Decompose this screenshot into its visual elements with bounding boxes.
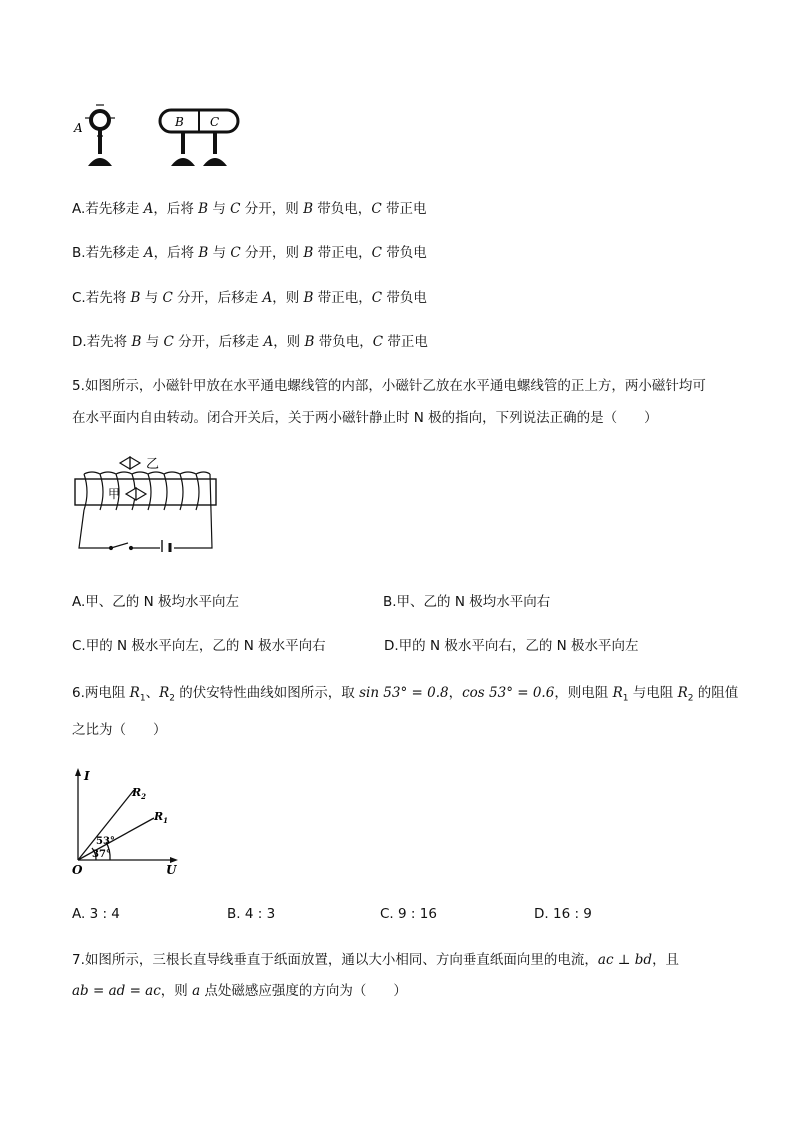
q5-solenoid-figure — [70, 452, 220, 552]
q4-figure — [70, 100, 250, 172]
q4-option-d: D.若先将 B 与 C 分开，后移走 A，则 B 带负电，C 带正电 — [72, 334, 428, 350]
label-a: A — [74, 121, 83, 135]
label-u: U — [166, 863, 177, 877]
label-o: O — [72, 863, 83, 877]
q6-option-b: B. 4 : 3 — [227, 906, 276, 922]
q5-option-d: D.甲的 N 极水平向右，乙的 N 极水平向左 — [384, 638, 639, 654]
i-axis-arrow-icon — [75, 768, 81, 776]
circuit-wire — [79, 474, 212, 548]
needle-yi — [120, 457, 140, 469]
charged-sphere-a — [85, 105, 115, 166]
battery-icon — [162, 540, 170, 552]
label-c: C — [210, 115, 220, 129]
conductor-bc — [160, 110, 238, 166]
q7-stem-line2: ab = ad = ac，则 a 点处磁感应强度的方向为（ ） — [72, 983, 407, 999]
switch-icon — [110, 543, 133, 550]
solenoid-tube — [75, 479, 216, 505]
q6-option-c: C. 9 : 16 — [380, 906, 437, 922]
line-r1 — [78, 818, 154, 860]
q5-stem-line1: 5.如图所示，小磁针甲放在水平通电螺线管的内部，小磁针乙放在水平通电螺线管的正上方，两小磁针均可 — [72, 378, 706, 394]
q6-option-d: D. 16 : 9 — [534, 906, 592, 922]
label-r2: $R_2$ — [132, 786, 147, 801]
q6-stem-line2: 之比为（ ） — [72, 722, 167, 738]
coil-windings — [84, 472, 210, 510]
q5-option-b: B.甲、乙的 N 极均水平向右 — [383, 594, 551, 610]
needle-jia — [126, 488, 146, 500]
q5-option-c: C.甲的 N 极水平向左，乙的 N 极水平向右 — [72, 638, 326, 654]
label-b: B — [175, 115, 184, 129]
label-r1: $R_1$ — [154, 810, 169, 825]
q6-option-a: A. 3 : 4 — [72, 906, 120, 922]
q4-option-a: A.若先移走 A，后将 B 与 C 分开，则 B 带负电，C 带正电 — [72, 201, 427, 217]
label-jia: 甲 — [108, 487, 121, 501]
q5-stem-line2: 在水平面内自由转动。闭合开关后，关于两小磁针静止时 N 极的指向，下列说法正确的是（ ） — [72, 410, 658, 426]
label-angle-37: 37° — [92, 849, 111, 860]
q5-option-a: A.甲、乙的 N 极均水平向左 — [72, 594, 239, 610]
q4-option-b: B.若先移走 A，后将 B 与 C 分开，则 B 带正电，C 带负电 — [72, 245, 427, 261]
q6-stem-line1: 6.两电阻 $R_1$、$R_2$ 的伏安特性曲线如图所示，取 sin 53° = 0.8，cos 53° = 0.6，则电阻 $R_1$ 与电阻 $R_2$ 的阻值 — [72, 685, 739, 704]
q7-stem-line1: 7.如图所示，三根长直导线垂直于纸面放置，通以大小相同、方向垂直纸面向里的电流，ac ⊥ bd，且 — [72, 952, 680, 968]
q4-option-c: C.若先将 B 与 C 分开，后移走 A，则 B 带正电，C 带负电 — [72, 290, 427, 306]
label-yi: 乙 — [146, 457, 160, 472]
q6-iv-graph — [66, 766, 186, 878]
label-angle-53: 53° — [96, 836, 115, 847]
label-i: I — [84, 769, 90, 783]
